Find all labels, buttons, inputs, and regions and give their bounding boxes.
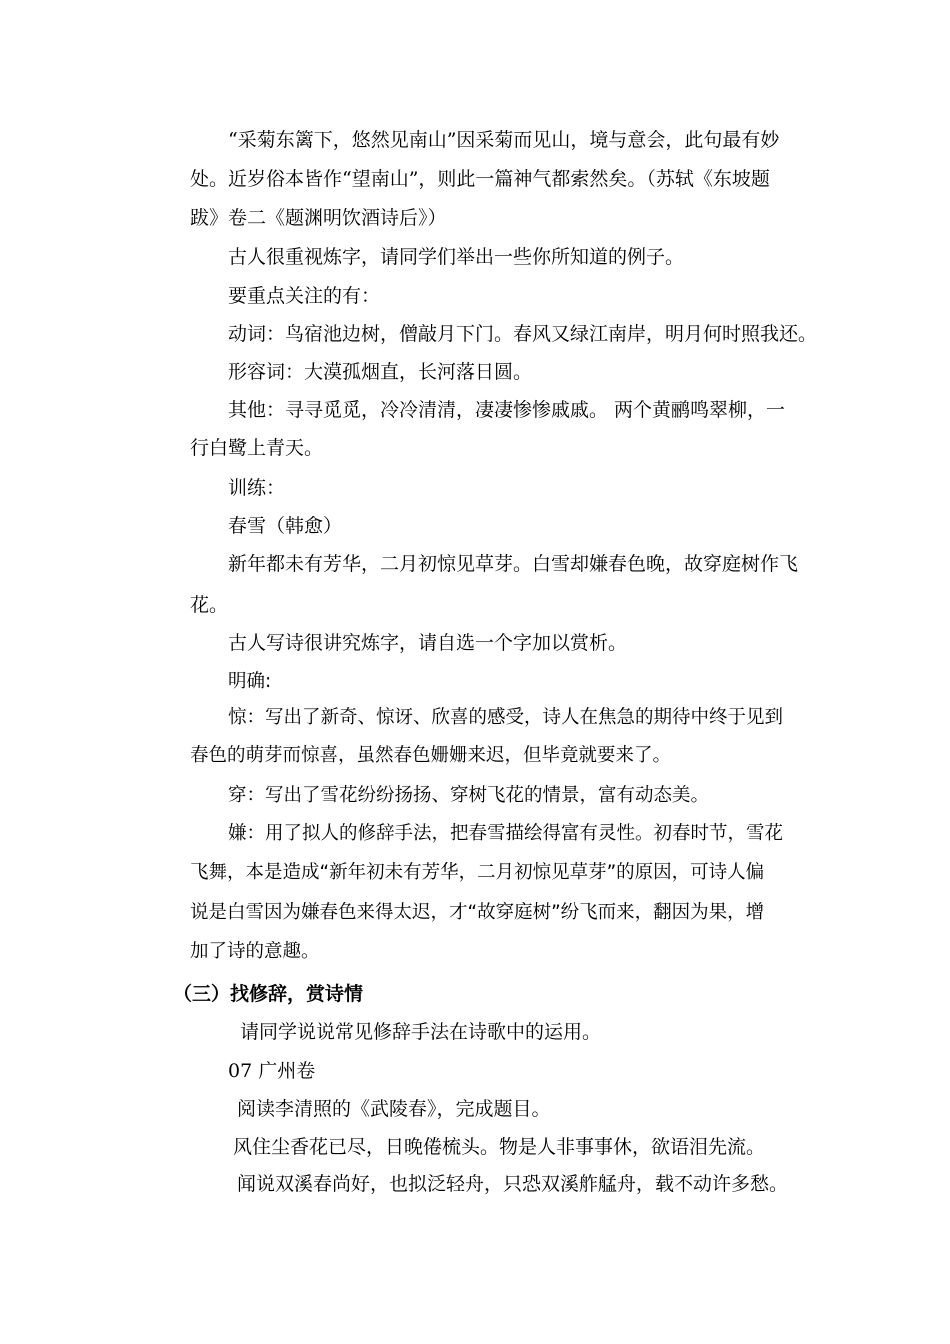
poem-text: 花。: [190, 594, 229, 616]
answer-text: 惊：写出了新奇、惊讶、欣喜的感受，诗人在焦急的期待中终于见到: [228, 707, 784, 728]
answer-text: 春色的萌芽而惊喜，虽然春色姗姗来迟，但毕竟就要来了。: [190, 745, 672, 766]
text-line: 请同学说说常见修辞手法在诗歌中的运用。: [240, 1021, 602, 1043]
text-line: 形容词：大漠孤烟直，长河落日圆。: [228, 361, 533, 383]
answer-text: 穿：写出了雪花纷纷扬扬、穿树飞花的情景，富有动态美。: [228, 785, 710, 806]
answer-text: 加了诗的意趣。: [190, 941, 320, 962]
text-line: 跋》卷二《题渊明饮酒诗后》）: [190, 207, 447, 229]
poem-text: 闻说双溪春尚好，也拟泛轻舟，只恐双溪舴艋舟，载不动许多愁。: [237, 1173, 789, 1195]
text-line: 其他：寻寻觅觅，冷冷清清，凄凄惨惨戚戚。 两个黄鹂鸣翠柳，一: [228, 399, 786, 421]
answer-text: 飞舞，本是造成“新年初未有芳华，二月初惊见草芽”的原因，可诗人偏: [190, 862, 765, 883]
answer-label: 明确:: [228, 671, 272, 692]
text-line: 阅读李清照的《武陵春》，完成题目。: [237, 1098, 551, 1120]
poem-title: 春雪（韩愈）: [228, 515, 343, 537]
text-line: 要重点关注的有：: [228, 285, 381, 307]
text-line: 训练：: [228, 477, 286, 499]
poem-text: 风住尘香花已尽，日晚倦梳头。物是人非事事休，欲语泪先流。: [233, 1136, 766, 1158]
source-label: 07 广州卷: [228, 1060, 316, 1082]
text-line: 古人很重视炼字，请同学们举出一些你所知道的例子。: [228, 246, 685, 268]
text-line: 古人写诗很讲究炼字，请自选一个字加以赏析。: [228, 632, 628, 654]
poem-text: 新年都未有芳华，二月初惊见草芽。白雪却嫌春色晚，故穿庭树作飞: [228, 553, 799, 575]
section-heading: （三）找修辞，赏诗情: [173, 983, 364, 1005]
text-line: 动词：鸟宿池边树，僧敲月下门。春风又绿江南岸，明月何时照我还。: [228, 323, 818, 345]
text-line: 处。近岁俗本皆作“望南山”，则此一篇神气都索然矣。（苏轼《东坡题: [190, 168, 770, 190]
answer-text: 说是白雪因为嫌春色来得太迟，才“故穿庭树”纷飞而来，翻因为果，增: [190, 902, 765, 923]
text-line: “采菊东篱下，悠然见南山”因采菊而见山，境与意会，此句最有妙: [228, 129, 780, 151]
answer-text: 嫌：用了拟人的修辞手法，把春雪描绘得富有灵性。初春时节，雪花: [228, 823, 784, 844]
text-line: 行白鹭上青天。: [190, 437, 324, 459]
